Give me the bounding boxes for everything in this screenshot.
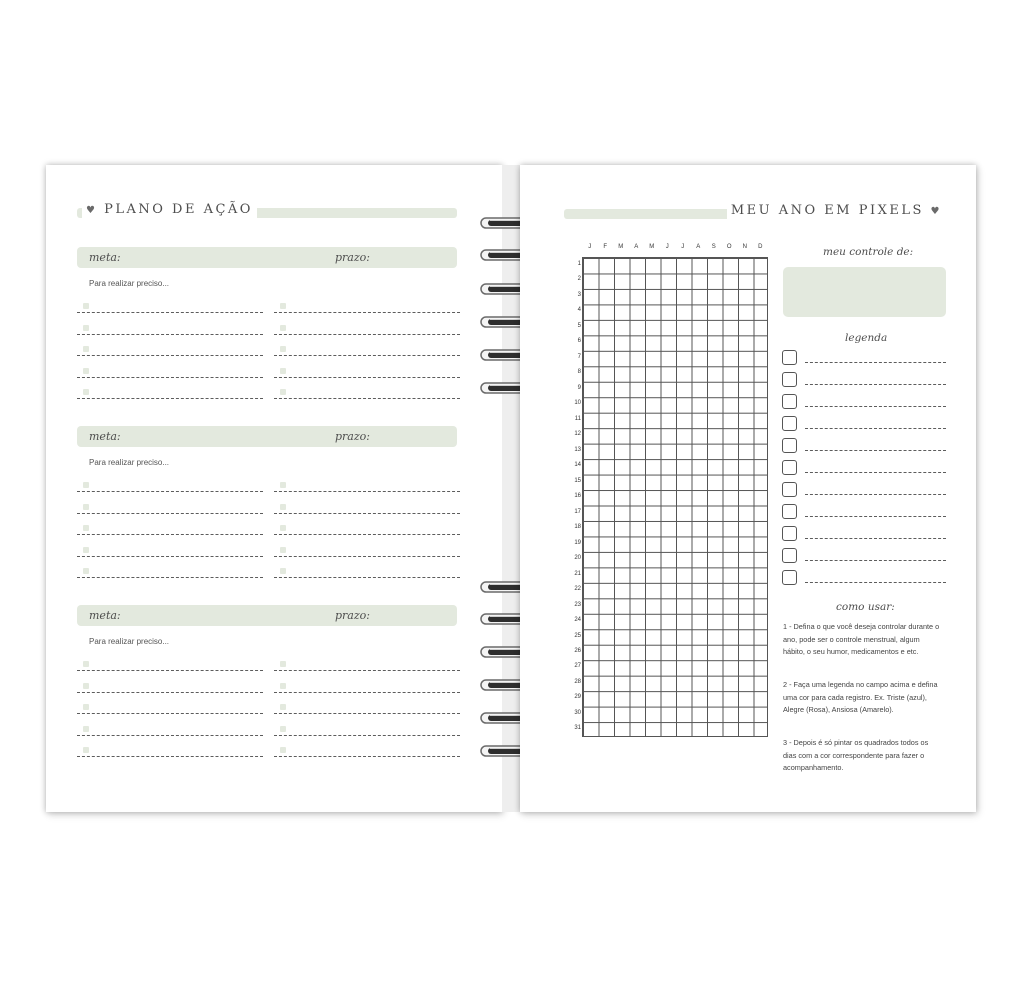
legend-line <box>805 516 946 517</box>
task-item[interactable] <box>274 704 460 720</box>
day-label: 28 <box>574 678 581 685</box>
write-line <box>274 334 460 335</box>
legend-row[interactable] <box>782 416 946 434</box>
month-label: M <box>618 244 624 250</box>
write-line <box>77 670 263 671</box>
write-line <box>274 355 460 356</box>
day-label: 30 <box>574 709 581 716</box>
legend-line <box>805 406 946 407</box>
legend-color-box[interactable] <box>782 372 797 387</box>
meta-label: meta: <box>89 609 121 622</box>
task-item[interactable] <box>77 661 263 677</box>
legenda-label: legenda <box>845 332 888 344</box>
page-title-text: PLANO DE AÇÃO <box>104 202 253 217</box>
task-item[interactable] <box>274 303 460 319</box>
day-label: 9 <box>577 384 581 391</box>
month-label: A <box>634 244 639 250</box>
task-item[interactable] <box>77 368 263 384</box>
day-label: 8 <box>577 369 581 376</box>
page-title <box>82 202 257 219</box>
legend-color-box[interactable] <box>782 394 797 409</box>
legend-row[interactable] <box>782 394 946 412</box>
task-checkbox[interactable] <box>280 747 286 753</box>
day-label: 22 <box>574 586 581 593</box>
task-checkbox[interactable] <box>83 504 89 510</box>
task-checkbox[interactable] <box>280 346 286 352</box>
task-item[interactable] <box>77 683 263 699</box>
task-checkbox[interactable] <box>280 704 286 710</box>
day-label: 29 <box>574 694 581 701</box>
write-line <box>77 534 263 535</box>
meta-bar[interactable] <box>77 426 457 447</box>
write-line <box>274 756 460 757</box>
legend-row[interactable] <box>782 438 946 456</box>
day-label: 25 <box>574 632 581 639</box>
task-checkbox[interactable] <box>83 525 89 531</box>
legend-color-box[interactable] <box>782 504 797 519</box>
task-checkbox[interactable] <box>83 726 89 732</box>
write-line <box>77 577 263 578</box>
task-item[interactable] <box>274 547 460 563</box>
task-item[interactable] <box>274 726 460 742</box>
instruction-2: 2 - Faça uma legenda no campo acima e defina uma cor para cada registro. Ex. Triste (azul), Alegre (Rosa), Ansiosa (Amarelo). <box>783 680 938 714</box>
meta-label: meta: <box>89 430 121 443</box>
left-page-plano-de-acao <box>46 165 502 812</box>
month-label: J <box>681 244 685 250</box>
task-checkbox[interactable] <box>83 482 89 488</box>
task-checkbox[interactable] <box>280 726 286 732</box>
day-label: 2 <box>577 276 581 283</box>
task-checkbox[interactable] <box>280 325 286 331</box>
task-checkbox[interactable] <box>280 661 286 667</box>
prazo-label: prazo: <box>335 609 370 622</box>
day-label: 14 <box>574 462 581 469</box>
block-subtitle: Para realizar preciso... <box>89 458 170 467</box>
legend-row[interactable] <box>782 482 946 500</box>
write-line <box>274 692 460 693</box>
task-checkbox[interactable] <box>83 368 89 374</box>
legend-row[interactable] <box>782 570 946 588</box>
legend-line <box>805 538 946 539</box>
task-checkbox[interactable] <box>280 389 286 395</box>
day-label: 10 <box>574 400 581 407</box>
day-label: 15 <box>574 477 581 484</box>
write-line <box>77 513 263 514</box>
write-line <box>274 556 460 557</box>
month-label: N <box>742 244 747 250</box>
month-label: J <box>665 244 669 250</box>
legend-color-box[interactable] <box>782 416 797 431</box>
write-line <box>77 377 263 378</box>
legend-row[interactable] <box>782 460 946 478</box>
day-label: 7 <box>577 353 581 360</box>
write-line <box>274 312 460 313</box>
legend-line <box>805 582 946 583</box>
task-checkbox[interactable] <box>280 568 286 574</box>
write-line <box>77 334 263 335</box>
write-line <box>77 735 263 736</box>
prazo-label: prazo: <box>335 430 370 443</box>
block-subtitle: Para realizar preciso... <box>89 637 170 646</box>
day-label: 6 <box>577 338 581 345</box>
day-label: 19 <box>574 539 581 546</box>
task-checkbox[interactable] <box>83 661 89 667</box>
day-label: 23 <box>574 601 581 608</box>
legend-color-box[interactable] <box>782 526 797 541</box>
legend-color-box[interactable] <box>782 570 797 585</box>
legend-color-box[interactable] <box>782 548 797 563</box>
task-checkbox[interactable] <box>83 389 89 395</box>
task-item[interactable] <box>274 661 460 677</box>
write-line <box>77 398 263 399</box>
legend-row[interactable] <box>782 350 946 368</box>
month-label: J <box>588 244 592 250</box>
day-label: 31 <box>574 725 581 732</box>
write-line <box>274 534 460 535</box>
day-label: 3 <box>577 291 581 298</box>
day-label: 18 <box>574 524 581 531</box>
heart-icon: ♥ <box>930 206 942 217</box>
month-label: A <box>696 244 701 250</box>
instruction-1: 1 - Defina o que você deseja controlar durante o ano, pode ser o controle menstrual, algum hábito, o seu humor, medicamentos e etc. <box>783 622 940 656</box>
task-item[interactable] <box>274 747 460 763</box>
task-checkbox[interactable] <box>280 482 286 488</box>
write-line <box>274 713 460 714</box>
task-item[interactable] <box>77 704 263 720</box>
month-label: S <box>711 244 716 250</box>
day-label: 26 <box>574 648 581 654</box>
task-item[interactable] <box>274 504 460 520</box>
legend-row[interactable] <box>782 372 946 390</box>
task-item[interactable] <box>274 325 460 341</box>
heart-icon: ♥ <box>86 205 98 216</box>
day-label: 11 <box>574 415 581 422</box>
legend-line <box>805 450 946 451</box>
write-line <box>77 355 263 356</box>
write-line <box>77 312 263 313</box>
day-label: 24 <box>574 617 581 624</box>
day-label: 13 <box>574 446 581 453</box>
task-item[interactable] <box>274 683 460 699</box>
task-checkbox[interactable] <box>83 683 89 689</box>
task-item[interactable] <box>77 325 263 341</box>
legend-line <box>805 560 946 561</box>
task-checkbox[interactable] <box>280 303 286 309</box>
task-item[interactable] <box>77 303 263 319</box>
month-label: F <box>603 244 608 250</box>
day-label: 5 <box>577 322 581 329</box>
task-item[interactable] <box>77 346 263 362</box>
write-line <box>274 398 460 399</box>
task-checkbox[interactable] <box>83 704 89 710</box>
day-label: 20 <box>574 555 581 562</box>
legend-line <box>805 384 946 385</box>
legend-line <box>805 362 946 363</box>
month-label: D <box>758 244 763 250</box>
controle-input-box[interactable] <box>783 267 946 317</box>
task-item[interactable] <box>274 368 460 384</box>
right-page-meu-ano-em-pixels <box>520 165 976 812</box>
controle-label: meu controle de: <box>823 246 914 258</box>
write-line <box>274 491 460 492</box>
write-line <box>77 756 263 757</box>
task-checkbox[interactable] <box>83 303 89 309</box>
task-checkbox[interactable] <box>83 547 89 553</box>
como-usar-label: como usar: <box>836 601 895 613</box>
legend-line <box>805 494 946 495</box>
task-item[interactable] <box>77 568 263 584</box>
day-label: 12 <box>574 431 581 438</box>
write-line <box>274 377 460 378</box>
pixel-grid[interactable] <box>582 257 768 737</box>
day-label: 16 <box>574 493 581 500</box>
legend-color-box[interactable] <box>782 350 797 365</box>
write-line <box>274 735 460 736</box>
legend-row[interactable] <box>782 504 946 522</box>
task-item[interactable] <box>274 389 460 405</box>
write-line <box>274 513 460 514</box>
legend-color-box[interactable] <box>782 482 797 497</box>
task-checkbox[interactable] <box>83 325 89 331</box>
prazo-label: prazo: <box>335 251 370 264</box>
write-line <box>77 713 263 714</box>
day-label: 4 <box>577 307 581 314</box>
task-checkbox[interactable] <box>280 525 286 531</box>
legend-line <box>805 428 946 429</box>
meta-bar[interactable] <box>77 605 457 626</box>
day-label: 1 <box>577 261 581 267</box>
meta-bar[interactable] <box>77 247 457 268</box>
page-title <box>727 203 946 220</box>
instruction-3: 3 - Depois é só pintar os quadrados todos os dias com a cor correspondente para fazer o acompanhamento. <box>783 738 929 772</box>
write-line <box>274 577 460 578</box>
task-item[interactable] <box>77 389 263 405</box>
task-checkbox[interactable] <box>83 346 89 352</box>
task-item[interactable] <box>77 547 263 563</box>
task-item[interactable] <box>77 525 263 541</box>
month-label: O <box>726 244 732 250</box>
meta-label: meta: <box>89 251 121 264</box>
legend-row[interactable] <box>782 548 946 566</box>
legend-line <box>805 472 946 473</box>
task-item[interactable] <box>274 568 460 584</box>
day-label: 17 <box>574 508 581 515</box>
task-item[interactable] <box>77 482 263 498</box>
legend-row[interactable] <box>782 526 946 544</box>
task-item[interactable] <box>77 504 263 520</box>
write-line <box>77 692 263 693</box>
month-label: M <box>649 244 655 250</box>
month-header <box>582 244 768 250</box>
day-label: 21 <box>574 570 581 577</box>
write-line <box>77 491 263 492</box>
page-title-text: MEU ANO EM PIXELS <box>730 203 924 218</box>
task-checkbox[interactable] <box>280 547 286 553</box>
task-checkbox[interactable] <box>83 747 89 753</box>
task-item[interactable] <box>274 482 460 498</box>
legend-color-box[interactable] <box>782 438 797 453</box>
write-line <box>274 670 460 671</box>
task-checkbox[interactable] <box>280 368 286 374</box>
task-item[interactable] <box>77 726 263 742</box>
task-item[interactable] <box>77 747 263 763</box>
task-checkbox[interactable] <box>83 568 89 574</box>
legend-color-box[interactable] <box>782 460 797 475</box>
task-checkbox[interactable] <box>280 683 286 689</box>
day-label: 27 <box>574 663 581 670</box>
task-item[interactable] <box>274 346 460 362</box>
write-line <box>77 556 263 557</box>
block-subtitle: Para realizar preciso... <box>89 279 170 288</box>
task-checkbox[interactable] <box>280 504 286 510</box>
task-item[interactable] <box>274 525 460 541</box>
